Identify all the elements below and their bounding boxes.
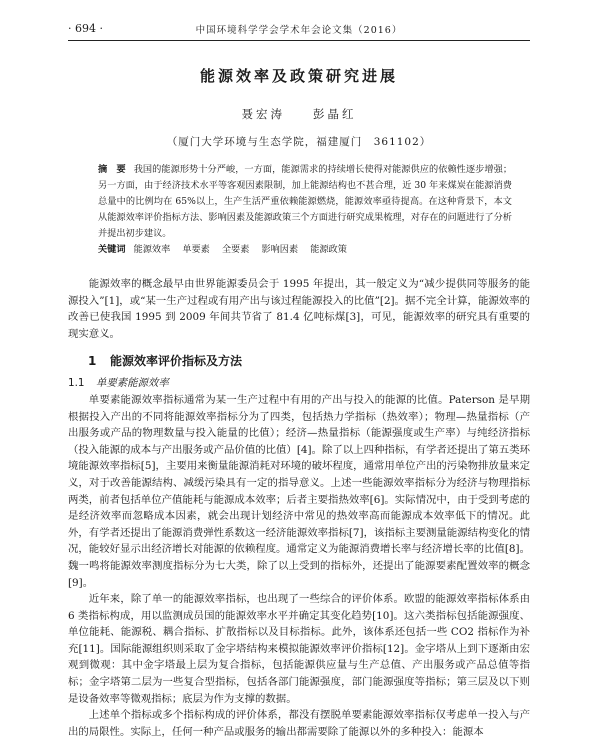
keywords (98, 242, 512, 258)
abstract (98, 162, 512, 242)
section-number: 1 (88, 354, 97, 369)
keyword: 单要素 (182, 244, 210, 255)
keyword: 能源效率 (133, 244, 171, 255)
keywords-label: 关键词 (98, 244, 126, 255)
page-number: · 694 · (68, 22, 103, 35)
abstract-label: 摘 要 (98, 164, 126, 175)
abstract-text: 我国的能源形势十分严峻，一方面，能源需求的持续增长使得对能源供应的依赖性逐步增强；另一方面，由于经济技术水平等客观因素限制，加上能源结构也不甚合理，近 30 年来煤炭在能源消费总量中的比例均在 65%以上，生产生活严重依赖能源燃烧，能源效率亟待提高。在这种背景下，本文从能源效率评价指标方法、影响因素及能源政策三个方面进行研究成果梳理，对存在的问题进行了分析并提出初步建议。 (98, 164, 513, 239)
paragraph: 上述单个指标或多个指标构成的评价体系，都没有摆脱单要素能源效率指标仅考虑单一投入与产出的局限性。实际上，任何一种产品或服务的输出都需要除了能源以外的多种投入：能源本 (68, 709, 530, 738)
author-name: 彭晶红 (313, 107, 357, 121)
subsection-number: 1.1 (68, 377, 85, 390)
keyword: 全要素 (221, 244, 250, 255)
keyword: 影响因素 (261, 244, 299, 255)
paper-title: 能源效率及政策研究进展 (199, 67, 398, 85)
paragraph: 近年来，除了单一的能源效率指标，也出现了一些综合的评价体系。欧盟的能源效率指标体系由 6 类指标构成，用以监测成员国的能源效率水平并确定其变化趋势[10]。这六类指标包括能源强度、单位能耗、能源税、耦合指标、扩散指标以及目标指标。此外，该体系还包括一些 CO2 指标作为补充[11]。国际能源组织则采取了金字塔结构来模拟能源效率评价指标[12]。金字塔从上到下逐渐由宏观到微观：其中金字塔最上层为复合指标，包括能源供应量与生产总值、产出服务或产品总值等指标；金字塔第二层为一些复合型指标，包括各部门能源强度，部门能源强度等指标；第三层及以下则是设备效率等微观指标；底层为作为支撑的数据。 (68, 593, 530, 705)
paragraph: 单要素能源效率指标通常为某一生产过程中有用的产出与投入的能源的比值。Paterson 是早期根据投入产出的不同将能源效率指标分为了四类，包括热力学指标（热效率）；物理—热量指标（产出服务或产品的物理数量与投入能量的比值）；经济—热量指标（能源强度或生产率）与纯经济指标（投入能源的成本与产出服务或产品价值的比值）[4]。除了以上四种指标，有学者还提出了第五类环境能源效率指标[5]，主要用来衡量能源消耗对环境的破坏程度，通常用单位产出的污染物排放量来定义，对于改善能源结构、减缓污染具有一定的指导意义。上述一些能源效率指标分为经济与物理指标两类，前者包括单位产值能耗与能源成本效率；后者主要指热效率[6]。实际情况中，由于受到考虑的是经济效率而忽略成本因素，就会出现计划经济中常见的热效率高而能源成本效率低下的情况。此外，有学者还提出了能源消费弹性系数这一经济能源效率指标[7]，该指标主要测量能源结构变化的情况，能较好显示出经济增长对能源的依赖程度。通常定义为能源消费增长率与经济增长率的比值[8]。魏一鸣将能源效率测度指标分为七大类，除了以上受到的指标外，还提出了能源要素配置效率的概念[9]。 (68, 393, 530, 589)
journal-title: 中国环境科学学会学术年会论文集（2016） (195, 25, 403, 36)
intro-paragraph: 能源效率的概念最早由世界能源委员会于 1995 年提出，其一般定义为“减少提供同等服务的能源投入”[1]，或“某一生产过程或有用产出与该过程能源投入的比值”[2]。据不完全计算，能源效率的改善已使我国 1995 到 2009 年间共节省了 81.4 亿吨标煤[3]，可见，能源效率的研究具有重要的现实意义。 (68, 278, 530, 340)
subsection-title: 单要素能源效率 (96, 377, 169, 390)
author-name: 聂宏涛 (241, 107, 285, 121)
section-title: 能源效率评价指标及方法 (110, 354, 243, 369)
body-text (68, 276, 530, 740)
affiliation: （厦门大学环境与生态学院，福建厦门 361102） (166, 136, 432, 148)
running-header (68, 0, 530, 41)
subsection-heading (68, 375, 530, 392)
keyword: 能源政策 (310, 244, 347, 255)
author-list (68, 106, 530, 122)
section-heading (68, 352, 530, 369)
